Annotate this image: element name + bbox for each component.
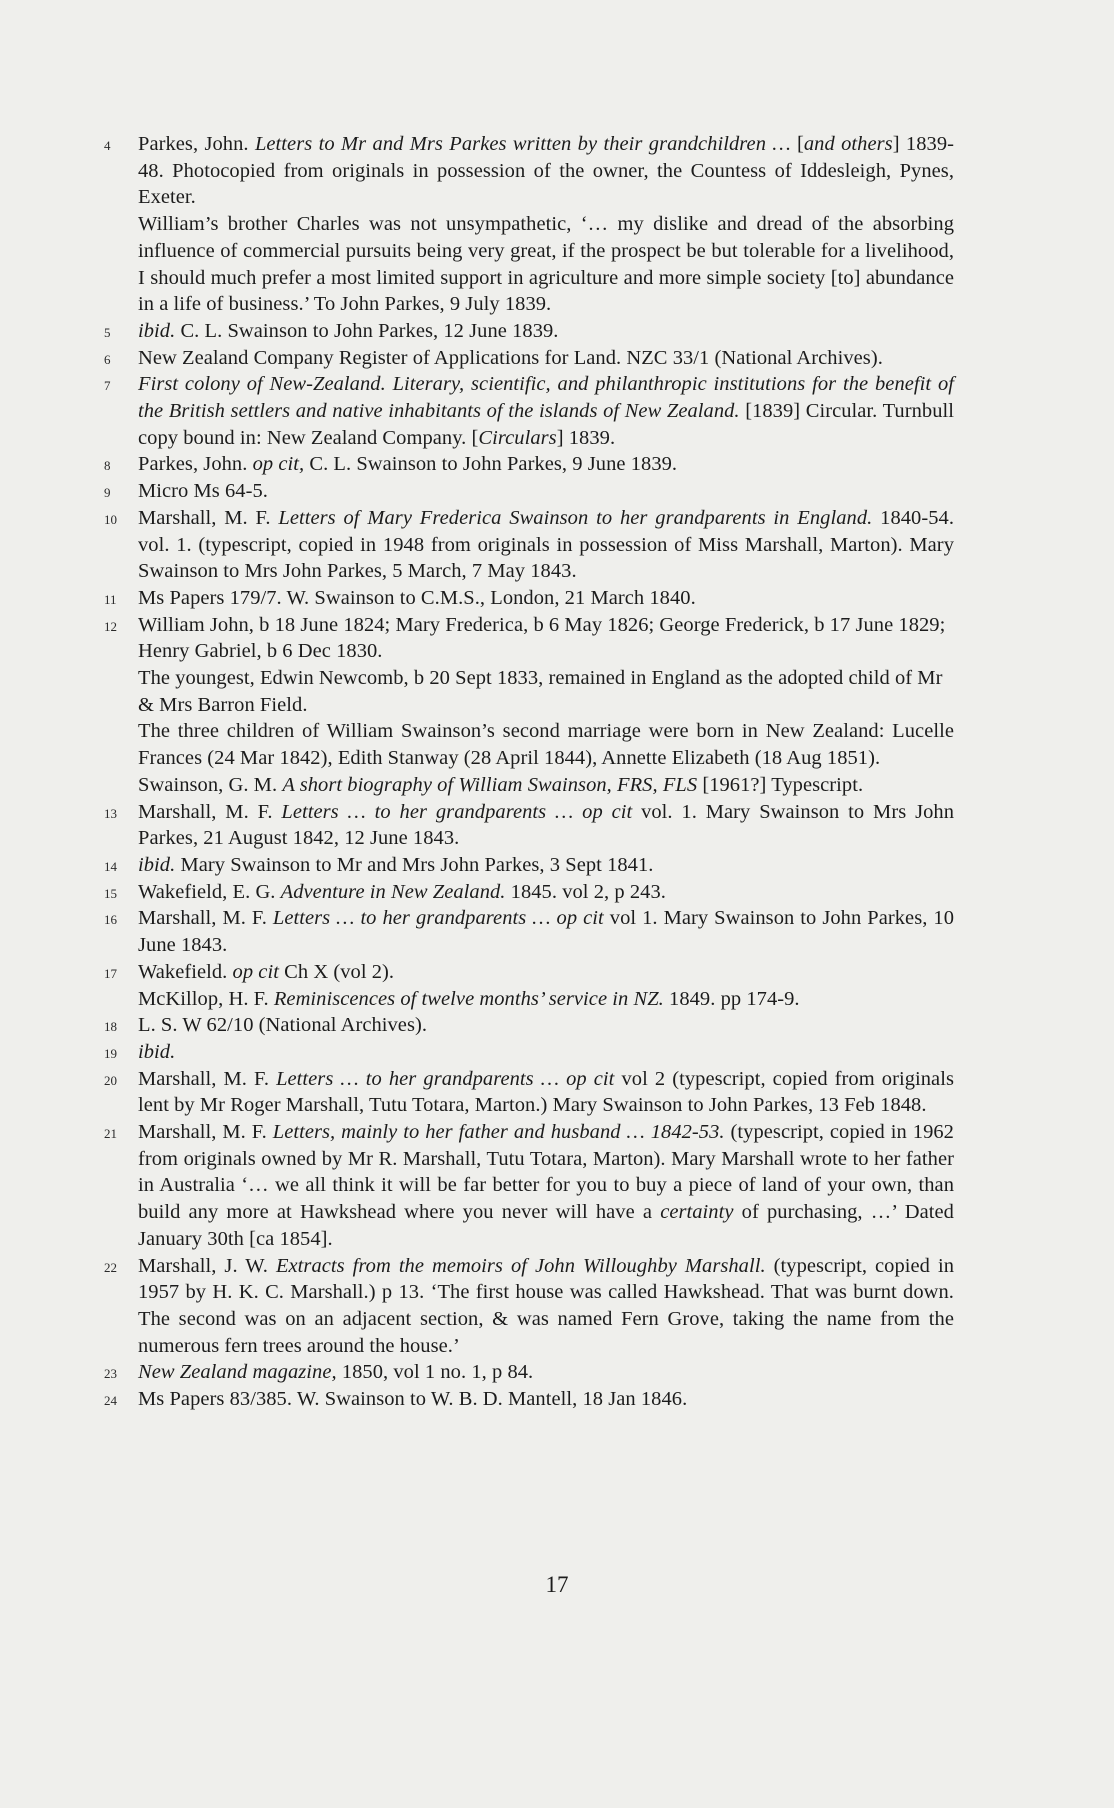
text-run: 1845. vol 2, p 243. (505, 880, 666, 903)
footnote-number: 15 (104, 885, 117, 901)
text-run: Parkes, John. (138, 453, 253, 476)
text-run: McKillop, H. F. (138, 987, 274, 1010)
footnote-9 (104, 478, 954, 505)
footnote-14 (104, 852, 954, 879)
text-run: Marshall, M. F. (138, 1121, 273, 1144)
footnote-text (138, 959, 954, 1012)
footnote-number: 22 (104, 1259, 117, 1275)
text-run: Parkes, John. (138, 133, 255, 155)
text-run: Marshall, J. W. (138, 1254, 276, 1277)
italic-text: ibid. (138, 319, 176, 342)
text-run: C. L. Swainson to John Parkes, 12 June 1839. (175, 319, 559, 342)
text-run: Ms Papers 179/7. W. Swainson to C.M.S., London, 21 March 1840. (138, 586, 696, 609)
italic-text: Reminiscences of twelve months’ service in NZ. (273, 987, 664, 1010)
footnote-number: 24 (104, 1393, 117, 1409)
page-number: 17 (545, 1572, 569, 1597)
footnote-7 (104, 371, 954, 451)
italic-text: New Zealand magazine, (138, 1361, 337, 1384)
footnote-number: 20 (104, 1072, 117, 1088)
footnote-12 (104, 612, 954, 799)
text-run: Wakefield, E. G. (138, 880, 281, 903)
text-run: Mary Swainson to Mr and Mrs John Parkes, 3 Sept 1841. (175, 853, 654, 876)
footnote-text (138, 905, 954, 958)
text-run: of purchasing, …’ Dated January 30th [ca 1854]. (138, 1201, 954, 1250)
footnote-paragraph (138, 1066, 954, 1119)
text-run: Ms Papers 83/385. W. Swainson to W. B. D. Mantell, 18 Jan 1846. (138, 1388, 688, 1411)
footnote-number: 19 (104, 1045, 117, 1061)
italic-text: First colony of New-Zealand. Literary, scientific, and philanthropic institutions for the benefit of the British settlers and native inhabitants of the islands of New Zealand. (138, 373, 954, 423)
text-run: vol. 1. Mary Swainson to Mrs John Parkes, 21 August 1842, 12 June 1843. (138, 800, 954, 850)
footnote-10 (104, 505, 954, 585)
text-run: Marshall, M. F. (138, 506, 279, 529)
footnote-paragraph (138, 505, 954, 585)
footnote-number: 11 (104, 591, 117, 607)
italic-text: and others (803, 133, 893, 155)
text-run: 1849. pp 174-9. (663, 987, 800, 1010)
footnote-number: 21 (104, 1126, 117, 1142)
footnote-5 (104, 318, 954, 345)
footnote-15 (104, 879, 954, 906)
italic-text: certainty (660, 1201, 734, 1224)
footnote-text (138, 505, 954, 585)
italic-text: ibid. (138, 853, 176, 876)
footnote-paragraph (138, 772, 954, 799)
text-run: Micro Ms 64-5. (138, 480, 268, 503)
footnote-17 (104, 959, 954, 1012)
footnote-text (138, 1359, 954, 1386)
footnote-number: 6 (104, 351, 111, 367)
footnote-number: 8 (104, 458, 111, 474)
footnote-paragraph (138, 799, 954, 852)
italic-text: ibid. (138, 1040, 176, 1063)
footnote-text (138, 131, 954, 318)
footnote-text (138, 478, 954, 505)
footnote-19 (104, 1039, 954, 1066)
footnote-text (138, 585, 954, 612)
italic-text: Letters … to her grandparents … op cit (272, 907, 604, 930)
footnote-paragraph (138, 1119, 954, 1253)
footnote-18 (104, 1012, 954, 1039)
text-run: vol 1. Mary Swainson to John Parkes, 10 June 1843. (138, 907, 954, 957)
italic-text: Letters of Mary Frederica Swainson to her grandparents in England. (278, 506, 873, 529)
footnote-text (138, 1039, 954, 1066)
footnote-paragraph (138, 318, 954, 345)
text-run: ] 1839. (556, 426, 616, 449)
text-run: Marshall, M. F. (138, 800, 282, 823)
footnote-paragraph (138, 451, 954, 478)
text-run: 1840-54. vol. 1. (typescript, copied in 1948 from originals in possession of Miss Marshall, Marton). Mary Swainson to Mrs John Parkes, 5 March, 7 May 1843. (138, 506, 954, 583)
italic-text: Letters … to her grandparents … op cit (281, 800, 633, 823)
text-run: (typescript, copied in 1962 from originals owned by Mr R. Marshall, Tutu Totara, Marton). Mary Marshall wrote to her father in Australia ‘… we all think it will be far better for you to buy a piece of land of your own, than build any more at Hawkshead where you never will have a (138, 1121, 954, 1224)
italic-text: A short biography of William Swainson, FRS, FLS (282, 773, 698, 796)
italic-text: Letters … to her grandparents … op cit (276, 1067, 615, 1090)
footnote-paragraph (138, 211, 954, 318)
text-run: New Zealand Company Register of Applications for Land. NZC 33/1 (National Archives). (138, 346, 883, 369)
footnote-text (138, 318, 954, 345)
italic-text: Adventure in New Zealand. (280, 880, 506, 903)
footnote-number: 10 (104, 511, 117, 527)
text-run: Wakefield. (138, 960, 233, 983)
footnote-text (138, 1253, 954, 1360)
italic-text: Circulars (478, 426, 557, 449)
footnote-number: 5 (104, 324, 111, 340)
footnote-number: 16 (104, 912, 117, 928)
footnote-21 (104, 1119, 954, 1253)
footnote-paragraph (138, 612, 954, 665)
footnote-number: 13 (104, 805, 117, 821)
footnote-paragraph (138, 1012, 954, 1039)
footnote-16 (104, 905, 954, 958)
text-run: The three children of William Swainson’s second marriage were born in New Zealand: Lucelle Frances (24 Mar 1842), Edith Stanway (28 April 1844), Annette Elizabeth (18 Aug 1851). (138, 720, 954, 770)
text-run: William John, b 18 June 1824; Mary Frederica, b 6 May 1826; George Frederick, b 17 June 1829; Henry Gabriel, b 6 Dec 1830. (138, 613, 946, 663)
text-run: Swainson, G. M. (138, 773, 283, 796)
footnote-text (138, 1066, 954, 1119)
text-run: L. S. W 62/10 (National Archives). (138, 1014, 428, 1037)
footnote-paragraph (138, 718, 954, 771)
footnote-8 (104, 451, 954, 478)
footnote-text (138, 371, 954, 451)
text-run: [1839] Circular. Turnbull copy bound in: New Zealand Company. [ (138, 400, 954, 449)
text-run: The youngest, Edwin Newcomb, b 20 Sept 1833, remained in England as the adopted child of Mr & Mrs Barron Field. (138, 667, 943, 716)
text-run: C. L. Swainson to John Parkes, 9 June 1839. (304, 453, 678, 476)
text-run: [1961?] Typescript. (697, 773, 864, 796)
italic-text: Extracts from the memoirs of John Willoughby Marshall. (275, 1254, 766, 1277)
footnote-number: 12 (104, 618, 117, 634)
italic-text: op cit, (252, 453, 305, 476)
footnote-text (138, 1386, 954, 1413)
text-run: Ch X (vol 2). (278, 960, 395, 983)
footnote-number: 23 (104, 1366, 117, 1382)
text-run: Marshall, M. F. (138, 907, 273, 930)
footnote-13 (104, 799, 954, 852)
footnotes-list (104, 131, 954, 1413)
italic-text: Letters to Mr and Mrs Parkes written by their grandchildren … (254, 133, 797, 155)
footnote-paragraph (138, 852, 954, 879)
footnote-number: 18 (104, 1019, 117, 1035)
text-run: (typescript, copied in 1957 by H. K. C. Marshall.) p 13. ‘The first house was called Hawkshead. That was burnt down. The second was on an adjacent section, & was named Fern Grove, taking the name from the numerous fern trees around the house.’ (138, 1254, 955, 1357)
text-run: Marshall, M. F. (138, 1067, 277, 1090)
footnote-4 (104, 131, 954, 318)
footnote-paragraph (138, 879, 954, 906)
footnote-number: 9 (104, 485, 111, 501)
footnote-text (138, 1119, 954, 1253)
footnote-text (138, 451, 954, 478)
footnote-paragraph (138, 1039, 954, 1066)
footnote-paragraph (138, 371, 954, 451)
footnote-paragraph (138, 1386, 954, 1413)
footnote-paragraph (138, 131, 954, 211)
footnote-paragraph (138, 959, 954, 986)
footnote-paragraph (138, 345, 954, 372)
footnote-paragraph (138, 905, 954, 958)
footnote-11 (104, 585, 954, 612)
footnote-paragraph (138, 1253, 954, 1360)
italic-text: Letters, mainly to her father and husband … 1842-53. (272, 1121, 725, 1144)
footnote-6 (104, 345, 954, 372)
footnote-paragraph (138, 665, 954, 718)
footnote-20 (104, 1066, 954, 1119)
footnote-24 (104, 1386, 954, 1413)
footnote-paragraph (138, 478, 954, 505)
footnote-22 (104, 1253, 954, 1360)
footnote-paragraph (138, 585, 954, 612)
footnote-text (138, 1012, 954, 1039)
footnote-23 (104, 1359, 954, 1386)
footnote-paragraph (138, 1359, 954, 1386)
footnote-text (138, 852, 954, 879)
footnote-text (138, 345, 954, 372)
text-run: [ (796, 133, 804, 155)
text-run: vol 2 (typescript, copied from originals lent by Mr Roger Marshall, Tutu Totara, Marton.) Mary Swainson to John Parkes, 13 Feb 1848. (138, 1067, 954, 1117)
footnote-number: 4 (104, 138, 111, 153)
footnote-number: 14 (104, 858, 117, 874)
footnote-text (138, 879, 954, 906)
footnote-number: 17 (104, 965, 117, 981)
footnote-paragraph (138, 986, 954, 1013)
italic-text: op cit (232, 960, 279, 983)
text-run: 1850, vol 1 no. 1, p 84. (336, 1361, 534, 1384)
text-run: William’s brother Charles was not unsympathetic, ‘… my dislike and dread of the absorbing influence of commercial pursuits being very great, if the prospect be but tolerable for a livelihood, I should much prefer a most limited support in agriculture and more simple society [to] abundance in a life of business.’ To John Parkes, 9 July 1839. (138, 213, 954, 316)
footnote-text (138, 612, 954, 799)
footnote-number: 7 (104, 378, 111, 394)
footnote-text (138, 799, 954, 852)
text-run: ] 1839-48. Photocopied from originals in possession of the owner, the Countess of Iddesleigh, Pynes, Exeter. (138, 133, 954, 209)
